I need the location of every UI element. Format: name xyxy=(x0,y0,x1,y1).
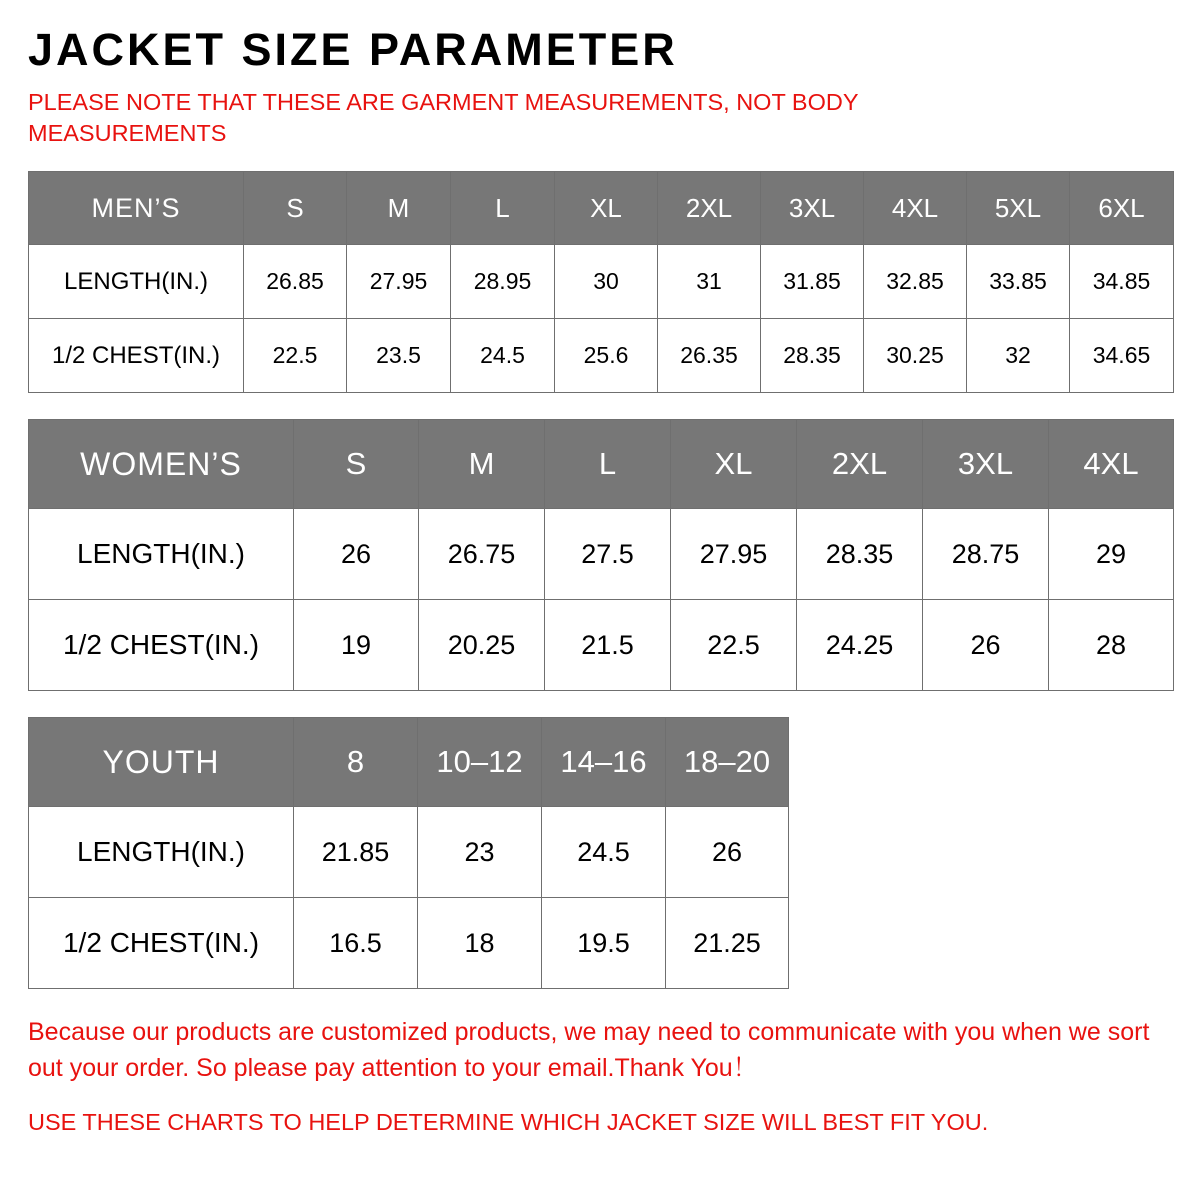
header-cell: M xyxy=(347,172,451,245)
data-cell: 16.5 xyxy=(294,898,418,989)
table-row xyxy=(29,319,1174,393)
data-cell: 21.5 xyxy=(545,600,671,691)
data-cell: 18 xyxy=(418,898,542,989)
data-cell: 28.35 xyxy=(761,319,864,393)
data-cell: 25.6 xyxy=(555,319,658,393)
header-cell: 2XL xyxy=(797,420,923,509)
data-cell: 30 xyxy=(555,245,658,319)
page-title: JACKET SIZE PARAMETER xyxy=(28,24,678,75)
data-cell: 32 xyxy=(967,319,1070,393)
data-cell: 24.5 xyxy=(451,319,555,393)
data-cell: 27.5 xyxy=(545,509,671,600)
data-cell: 22.5 xyxy=(671,600,797,691)
data-cell: 23.5 xyxy=(347,319,451,393)
row-label: LENGTH(IN.) xyxy=(29,509,294,600)
row-label: 1/2 CHEST(IN.) xyxy=(29,319,244,393)
header-cell: XL xyxy=(671,420,797,509)
header-cell: 2XL xyxy=(658,172,761,245)
data-cell: 27.95 xyxy=(671,509,797,600)
data-cell: 34.85 xyxy=(1070,245,1174,319)
data-cell: 26 xyxy=(923,600,1049,691)
table-header-row xyxy=(29,172,1174,245)
data-cell: 29 xyxy=(1049,509,1174,600)
header-cell: 4XL xyxy=(1049,420,1174,509)
data-cell: 19.5 xyxy=(542,898,666,989)
header-cell: MEN’S xyxy=(29,172,244,245)
youth-size-table xyxy=(28,717,789,989)
row-label: 1/2 CHEST(IN.) xyxy=(29,600,294,691)
table-row xyxy=(29,898,789,989)
data-cell: 31.85 xyxy=(761,245,864,319)
data-cell: 32.85 xyxy=(864,245,967,319)
footer-paragraph-1: Because our products are customized products, we may need to communicate with you when we sort out your order. So please pay attention to your email.Thank You！ xyxy=(28,1018,1150,1082)
data-cell: 19 xyxy=(294,600,419,691)
measurement-note: PLEASE NOTE THAT THESE ARE GARMENT MEASUREMENTS, NOT BODY MEASUREMENTS xyxy=(28,89,859,147)
data-cell: 20.25 xyxy=(419,600,545,691)
header-cell: 5XL xyxy=(967,172,1070,245)
row-label: 1/2 CHEST(IN.) xyxy=(29,898,294,989)
data-cell: 33.85 xyxy=(967,245,1070,319)
table-row xyxy=(29,245,1174,319)
table-header-row xyxy=(29,420,1174,509)
header-cell: 8 xyxy=(294,718,418,807)
data-cell: 24.25 xyxy=(797,600,923,691)
mens-size-table xyxy=(28,171,1174,393)
data-cell: 26 xyxy=(294,509,419,600)
header-cell: 6XL xyxy=(1070,172,1174,245)
footer-paragraph-2: USE THESE CHARTS TO HELP DETERMINE WHICH JACKET SIZE WILL BEST FIT YOU. xyxy=(28,1109,989,1136)
data-cell: 27.95 xyxy=(347,245,451,319)
row-label: LENGTH(IN.) xyxy=(29,245,244,319)
data-cell: 26.35 xyxy=(658,319,761,393)
data-cell: 26.85 xyxy=(244,245,347,319)
data-cell: 22.5 xyxy=(244,319,347,393)
header-cell: YOUTH xyxy=(29,718,294,807)
womens-size-table xyxy=(28,419,1174,691)
table-row xyxy=(29,807,789,898)
data-cell: 21.25 xyxy=(666,898,789,989)
header-cell: 18–20 xyxy=(666,718,789,807)
data-cell: 26.75 xyxy=(419,509,545,600)
header-cell: L xyxy=(451,172,555,245)
row-label: LENGTH(IN.) xyxy=(29,807,294,898)
header-cell: 10–12 xyxy=(418,718,542,807)
data-cell: 23 xyxy=(418,807,542,898)
data-cell: 28 xyxy=(1049,600,1174,691)
table-header-row xyxy=(29,718,789,807)
header-cell: S xyxy=(294,420,419,509)
header-cell: L xyxy=(545,420,671,509)
header-cell: 4XL xyxy=(864,172,967,245)
data-cell: 26 xyxy=(666,807,789,898)
data-cell: 24.5 xyxy=(542,807,666,898)
table-row xyxy=(29,600,1174,691)
header-cell: 3XL xyxy=(761,172,864,245)
header-cell: WOMEN’S xyxy=(29,420,294,509)
header-cell: 14–16 xyxy=(542,718,666,807)
header-cell: M xyxy=(419,420,545,509)
data-cell: 28.75 xyxy=(923,509,1049,600)
header-cell: 3XL xyxy=(923,420,1049,509)
data-cell: 21.85 xyxy=(294,807,418,898)
data-cell: 28.35 xyxy=(797,509,923,600)
header-cell: S xyxy=(244,172,347,245)
data-cell: 34.65 xyxy=(1070,319,1174,393)
table-row xyxy=(29,509,1174,600)
data-cell: 30.25 xyxy=(864,319,967,393)
data-cell: 31 xyxy=(658,245,761,319)
footer-notes xyxy=(28,1015,1172,1139)
data-cell: 28.95 xyxy=(451,245,555,319)
header-cell: XL xyxy=(555,172,658,245)
